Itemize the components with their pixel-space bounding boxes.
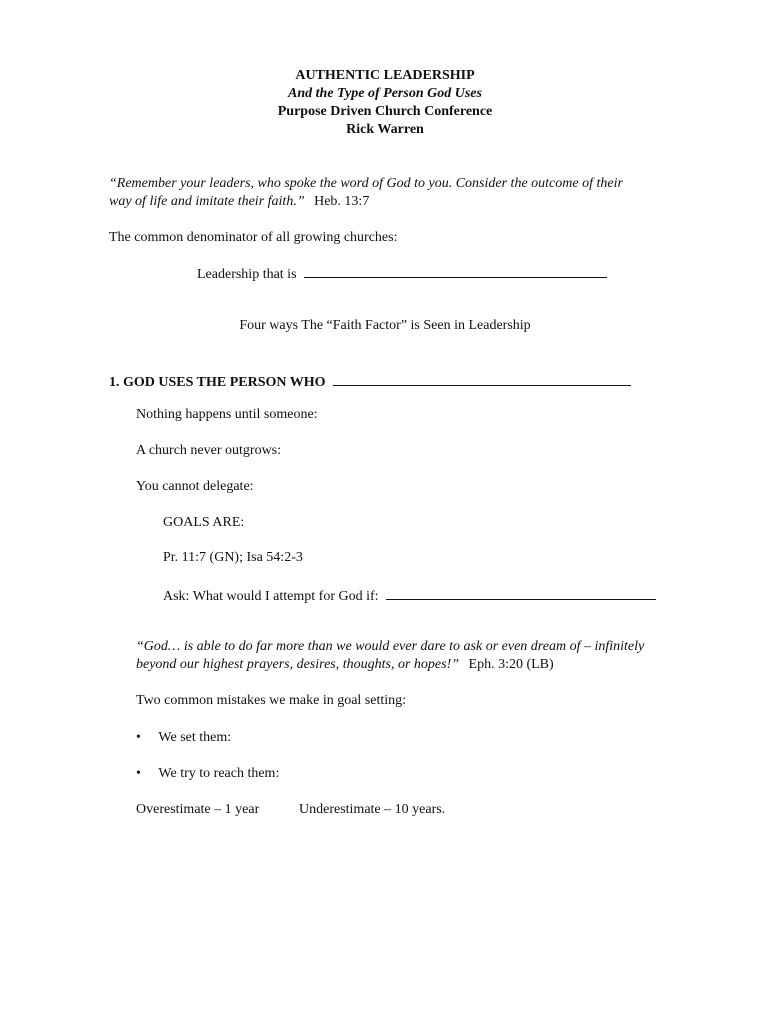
quote-reference: Heb. 13:7 — [314, 194, 370, 209]
document-subtitle: And the Type of Person God Uses — [288, 86, 482, 101]
list-item: A church never outgrows: — [136, 443, 282, 458]
leadership-line — [197, 263, 607, 284]
quote-line — [109, 175, 623, 193]
ask-prompt: Ask: What would I attempt for God if: — [163, 589, 379, 604]
fill-in-blank[interactable] — [304, 263, 607, 278]
scripture-reference: Pr. 11:7 (GN); Isa 54:2-3 — [163, 550, 303, 565]
bullet-item — [136, 729, 231, 747]
section-heading-text: 1. GOD USES THE PERSON WHO — [109, 375, 326, 390]
fill-in-blank[interactable] — [333, 371, 631, 386]
quote-text: “Remember your leaders, who spoke the word of God to you. Consider the outcome of their — [109, 176, 623, 191]
quote-text: “God… is able to do far more than we would ever dare to ask or even dream of – infinitely — [136, 639, 645, 654]
quote-text: beyond our highest prayers, desires, thoughts, or hopes!” — [136, 657, 460, 672]
fill-in-blank[interactable] — [386, 585, 656, 600]
quote-line — [136, 656, 554, 674]
bullet-icon: • — [136, 766, 141, 781]
author-name: Rick Warren — [346, 122, 424, 137]
underestimate-text: Underestimate – 10 years. — [299, 802, 446, 817]
bullet-text: We set them: — [158, 730, 232, 745]
leadership-prompt: Leadership that is — [197, 267, 297, 282]
goals-label: GOALS ARE: — [163, 515, 245, 530]
event-name: Purpose Driven Church Conference — [277, 104, 493, 119]
quote-text: way of life and imitate their faith.” — [109, 194, 305, 209]
bullet-text: We try to reach them: — [158, 766, 280, 781]
overestimate-text: Overestimate – 1 year — [136, 802, 260, 817]
list-item: You cannot delegate: — [136, 479, 254, 494]
document-header — [0, 67, 770, 139]
mistakes-intro: Two common mistakes we make in goal setting: — [136, 693, 407, 708]
bullet-item — [136, 765, 279, 783]
ask-line — [163, 585, 656, 606]
quote-reference: Eph. 3:20 (LB) — [468, 657, 554, 672]
section-heading — [109, 371, 631, 392]
document-title: AUTHENTIC LEADERSHIP — [295, 68, 475, 83]
denominator-text: The common denominator of all growing churches: — [109, 230, 398, 245]
four-ways-heading: Four ways The “Faith Factor” is Seen in Leadership — [239, 318, 531, 333]
bullet-icon: • — [136, 730, 141, 745]
list-item: Nothing happens until someone: — [136, 407, 318, 422]
quote-line — [109, 193, 369, 211]
quote-line — [136, 638, 644, 656]
